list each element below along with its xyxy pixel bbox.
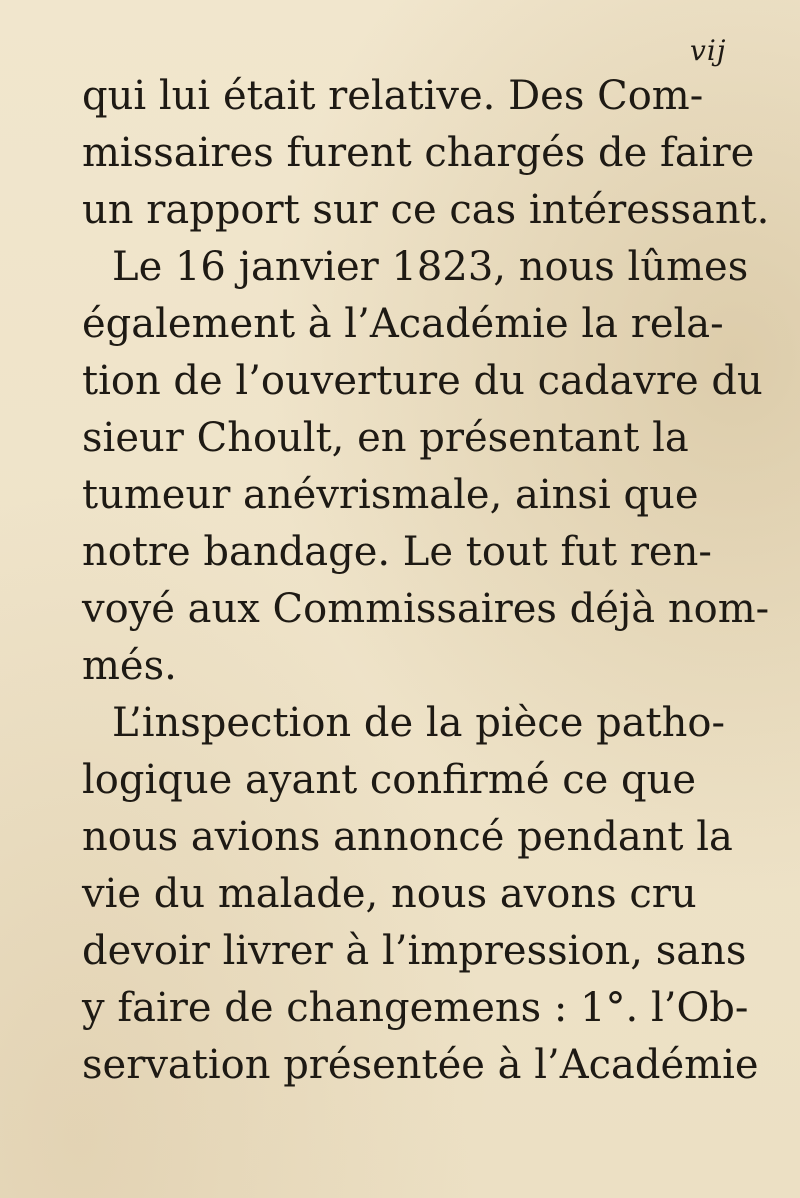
page-number: vij xyxy=(690,34,727,67)
paragraph-start-line: L’inspection de la pièce patho- xyxy=(112,700,725,746)
text-line: logique ayant confirmé ce que xyxy=(82,757,697,803)
body-text xyxy=(82,68,770,1094)
text-line: devoir livrer à l’impression, sans xyxy=(82,928,747,974)
text-line: y faire de changemens : 1°. l’Ob- xyxy=(82,985,749,1031)
text-line: nous avions annoncé pendant la xyxy=(82,814,733,860)
text-line: servation présentée à l’Académie xyxy=(82,1042,759,1088)
paragraph-end-line: més. xyxy=(82,643,177,689)
text-line: tion de l’ouverture du cadavre du xyxy=(82,358,763,404)
text-line: qui lui était relative. Des Com- xyxy=(82,73,704,119)
text-line: notre bandage. Le tout fut ren- xyxy=(82,529,712,575)
text-line: missaires furent chargés de faire xyxy=(82,130,755,176)
paragraph-start-line: Le 16 janvier 1823, nous lûmes xyxy=(112,244,749,290)
text-line: un rapport sur ce cas intéressant. xyxy=(82,187,770,233)
text-line: sieur Choult, en présentant la xyxy=(82,415,689,461)
text-line: vie du malade, nous avons cru xyxy=(82,871,697,917)
text-line: tumeur anévrismale, ainsi que xyxy=(82,472,699,518)
text-line: voyé aux Commissaires déjà nom- xyxy=(82,586,770,632)
text-line: également à l’Académie la rela- xyxy=(82,301,724,347)
